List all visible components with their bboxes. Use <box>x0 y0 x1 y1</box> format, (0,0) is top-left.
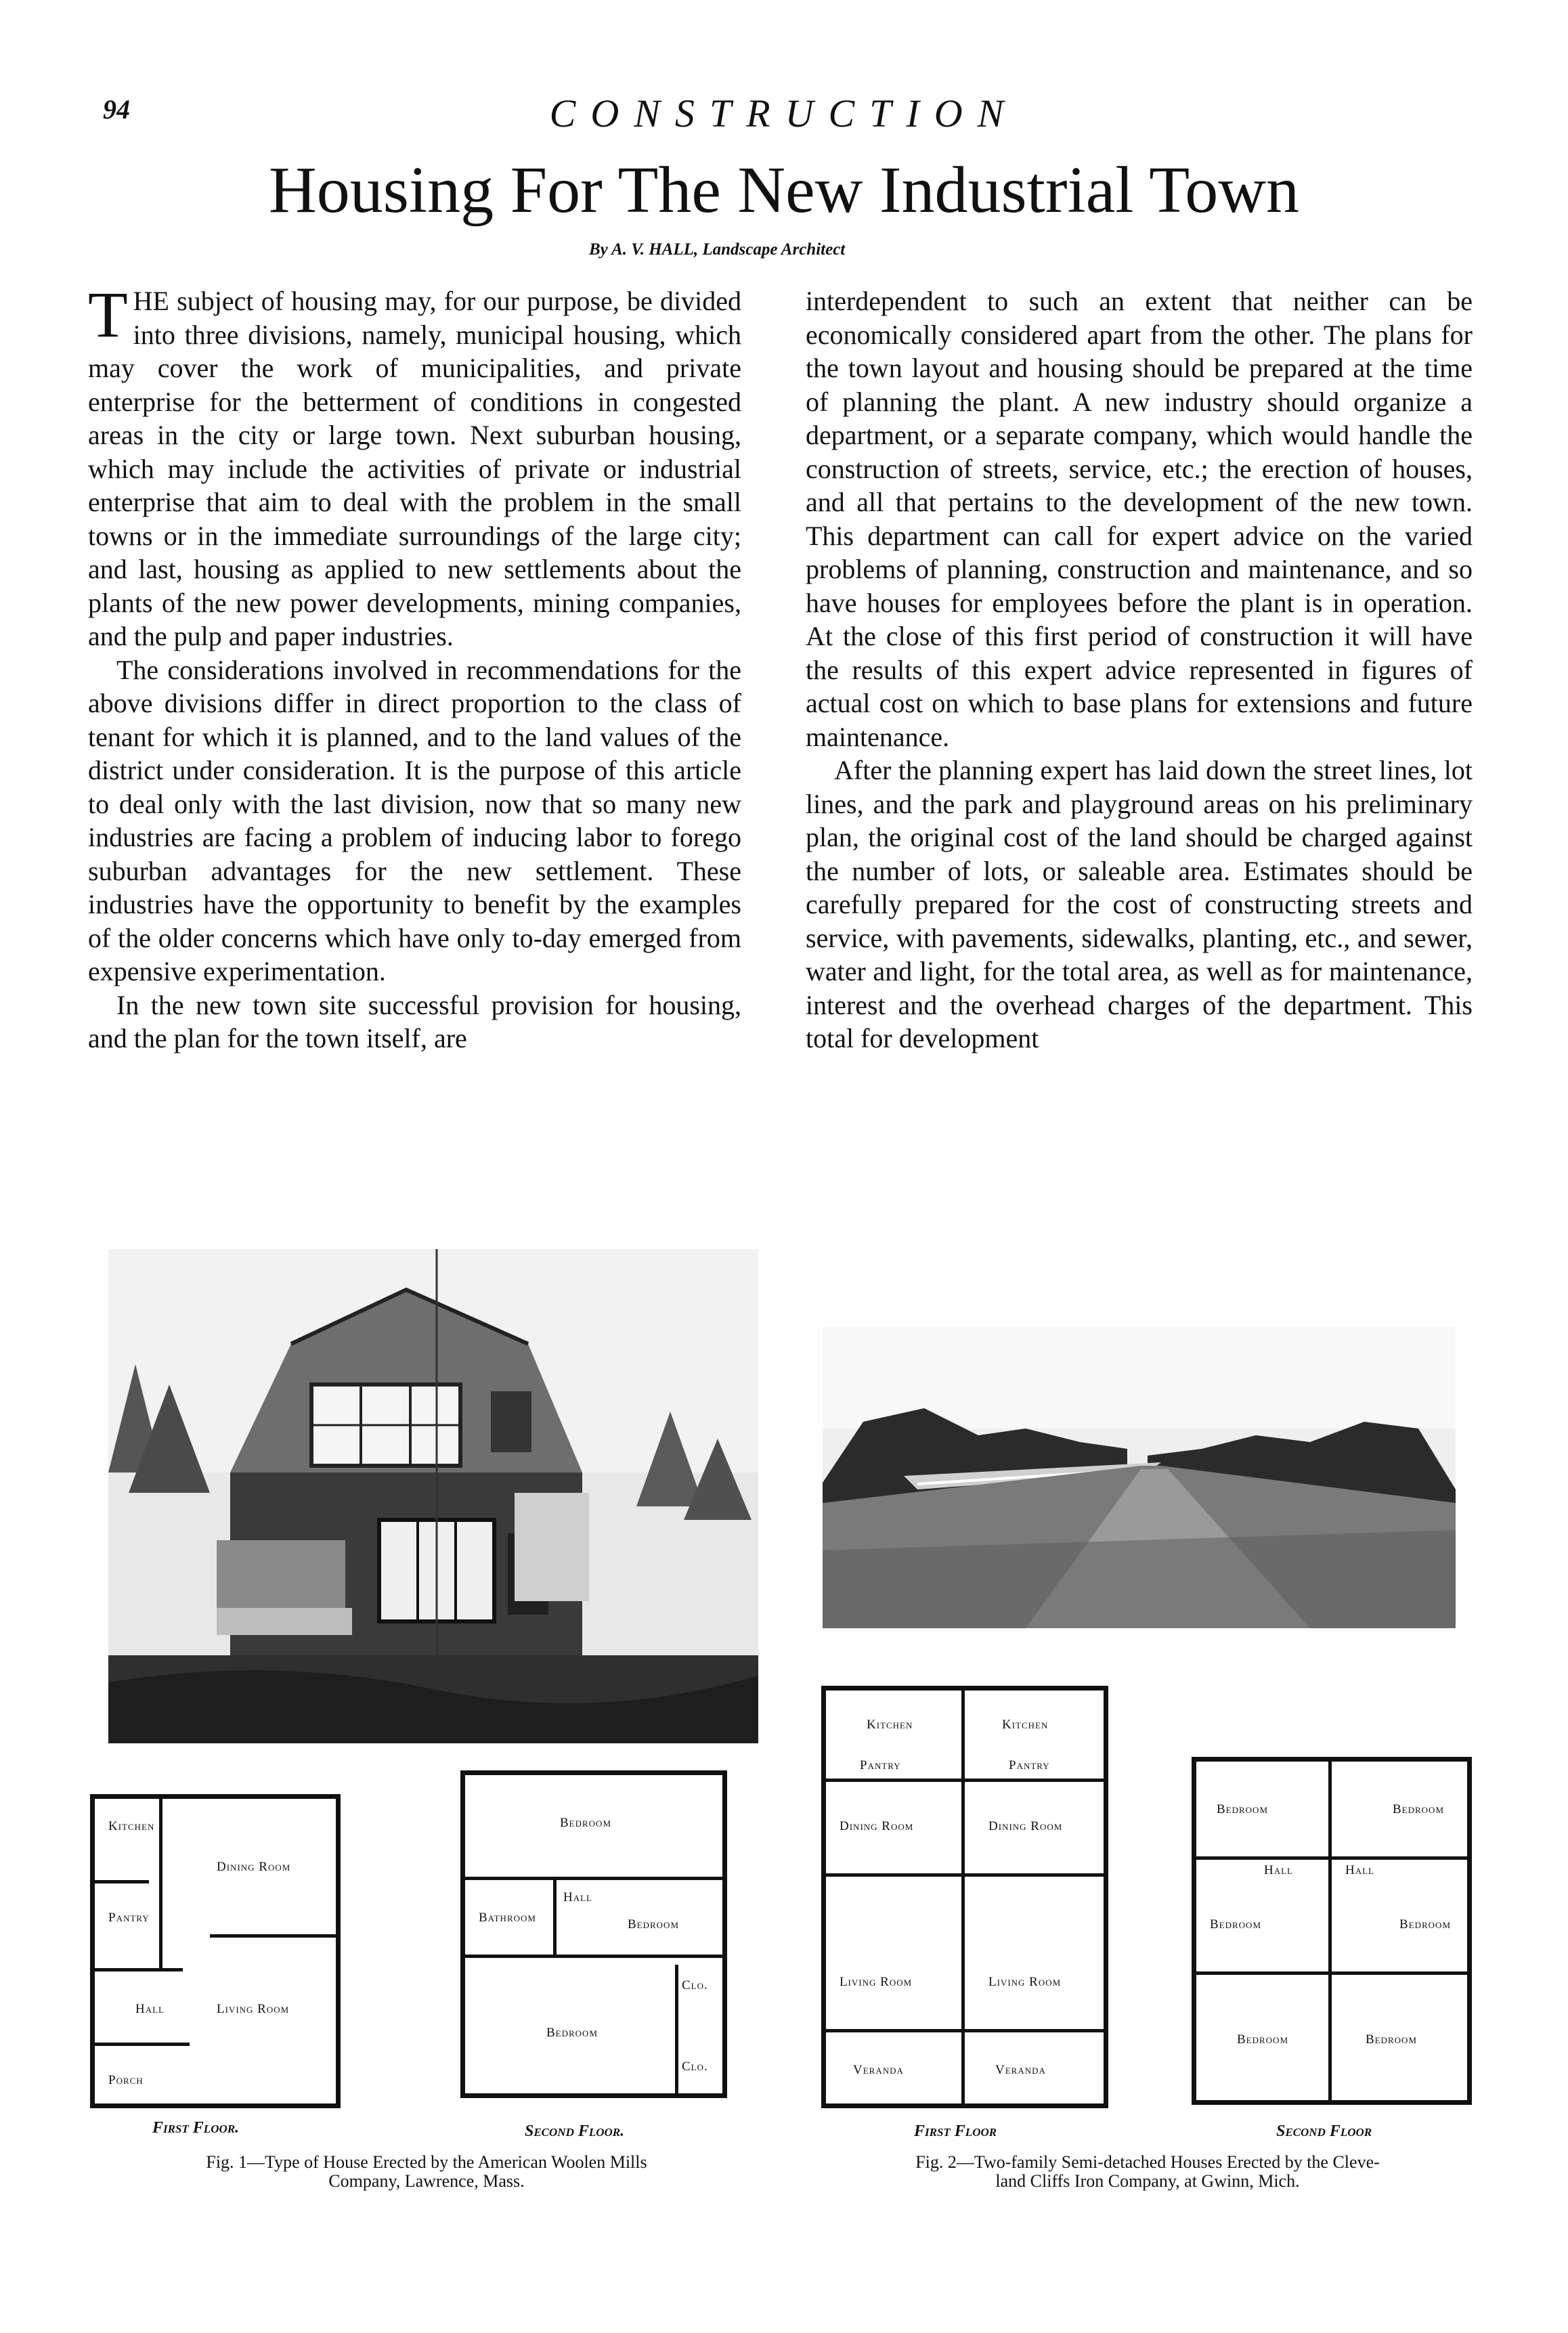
room-hall: Hall <box>1264 1863 1293 1877</box>
byline: By A. V. HALL, Landscape Architect <box>589 240 846 259</box>
room-bedroom: Bedroom <box>1237 2032 1289 2047</box>
room-bedroom: Bedroom <box>1210 1917 1262 1932</box>
paragraph <box>88 278 741 653</box>
fig2-second-floor-plan <box>1192 1757 1472 2105</box>
paragraph: interdependent to such an extent that neither can be economically considered apart from the other. The plans for the town layout and housing should be prepared at the time of planning the plant. A new industry should organize a department, or a separate company, which would handle the construction of streets, service, etc.; the erection of houses, and all that pertains to the development of the new town. This department can call for expert advice on the varied problems of planning, construction and maintenance, and so have houses for employees before the plant is in operation. At the close of this first period of construction it will have the results of this expert advice represented in figures of actual cost on which to base plans for extensions and future maintenance. <box>806 286 1473 752</box>
room-living: Living Room <box>217 2002 290 2016</box>
room-closet: Clo. <box>682 1978 708 1992</box>
caption-line: Fig. 2—Two-family Semi-detached Houses Erected by the Cleve- <box>915 2152 1380 2172</box>
street-illustration <box>823 1327 1456 1628</box>
page-number: 94 <box>103 94 130 125</box>
room-hall: Hall <box>135 2002 165 2016</box>
room-porch: Porch <box>108 2073 144 2087</box>
room-living: Living Room <box>988 1975 1062 1989</box>
house-photo <box>108 1249 758 1743</box>
caption-line: land Cliffs Iron Company, at Gwinn, Mich. <box>995 2171 1300 2191</box>
fig1-second-floor-label: Second Floor. <box>525 2122 625 2140</box>
paragraph: In the new town site successful provision for housing, and the plan for the town itself, are <box>88 989 741 1053</box>
room-hall: Hall <box>1345 1863 1374 1877</box>
room-veranda: Veranda <box>995 2063 1046 2077</box>
room-bedroom: Bedroom <box>1393 1802 1445 1816</box>
room-hall: Hall <box>563 1890 592 1904</box>
room-dining: Dining Room <box>840 1819 914 1833</box>
room-dining: Dining Room <box>988 1819 1063 1833</box>
room-dining: Dining Room <box>217 1860 291 1874</box>
running-title: CONSTRUCTION <box>549 91 1019 135</box>
fig2-caption <box>812 2153 1483 2191</box>
fig1-second-floor-plan <box>460 1770 727 2098</box>
room-bedroom: Bedroom <box>1399 1917 1452 1932</box>
text-column-left <box>88 278 741 1055</box>
room-veranda: Veranda <box>853 2063 904 2077</box>
room-pantry: Pantry <box>1009 1758 1050 1772</box>
article-title: Housing For The New Industrial Town <box>268 154 1299 227</box>
room-living: Living Room <box>840 1975 913 1989</box>
room-pantry: Pantry <box>108 1911 150 1925</box>
room-bedroom: Bedroom <box>560 1816 612 1830</box>
caption-line: Company, Lawrence, Mass. <box>328 2171 525 2191</box>
drop-cap: T <box>88 278 128 351</box>
fig1-caption <box>88 2153 765 2191</box>
room-bathroom: Bathroom <box>479 1911 536 1925</box>
room-kitchen: Kitchen <box>108 1819 155 1833</box>
fig1-first-floor-plan <box>90 1794 341 2108</box>
house-illustration <box>108 1249 758 1743</box>
fig2-first-floor-plan <box>821 1686 1108 2108</box>
room-kitchen: Kitchen <box>1002 1718 1049 1732</box>
room-bedroom: Bedroom <box>1217 1802 1269 1816</box>
fig2-first-floor-label: First Floor <box>914 2122 997 2140</box>
room-bedroom: Bedroom <box>1366 2032 1418 2047</box>
room-bedroom: Bedroom <box>546 2026 598 2040</box>
room-bedroom: Bedroom <box>628 1917 680 1932</box>
paragraph: After the planning expert has laid down the street lines, lot lines, and the park and playground areas on his preliminary plan, the original cost of the land should be charged against the number of lots, or saleable area. Estimates should be carefully prepared for the cost of constructing streets and service, with pavements, sidewalks, planting, etc., and sewer, water and light, for the total area, as well as for maintenance, interest and the overhead charges of the department. This total for development <box>806 755 1473 1053</box>
caption-line: Fig. 1—Type of House Erected by the American Woolen Mills <box>206 2152 647 2172</box>
paragraph: The considerations involved in recommendations for the above divisions differ in direct proportion to the class of tenant for which it is planned, and to the land values of the district under consideration. It is the purpose of this article to deal only with the last division, now that so many new industries are facing a problem of inducing labor to forego suburban advantages for the new settlement. These industries have the opportunity to benefit by the examples of the older concerns which have only to-day emerged from expensive experimentation. <box>88 654 741 986</box>
room-closet: Clo. <box>682 2059 708 2074</box>
room-pantry: Pantry <box>860 1758 901 1772</box>
street-photo <box>823 1327 1456 1628</box>
paragraph-text: HE subject of housing may, for our purpose, be divided into three divisions, namely, municipal housing, which may cover the work of municipalities, and private enterprise for the betterment of conditions in congested areas in the city or large town. Next suburban housing, which may include the activities of private or industrial enterprise that aim to deal with the problem in the small towns or in the immediate surroundings of the large city; and last, housing as applied to new settlements about the plants of the new power developments, mining companies, and the pulp and paper industries. <box>88 286 741 651</box>
text-column-right <box>806 284 1473 1055</box>
fig1-first-floor-label: First Floor. <box>152 2119 240 2137</box>
room-kitchen: Kitchen <box>867 1718 913 1732</box>
fig2-second-floor-label: Second Floor <box>1276 2122 1372 2140</box>
